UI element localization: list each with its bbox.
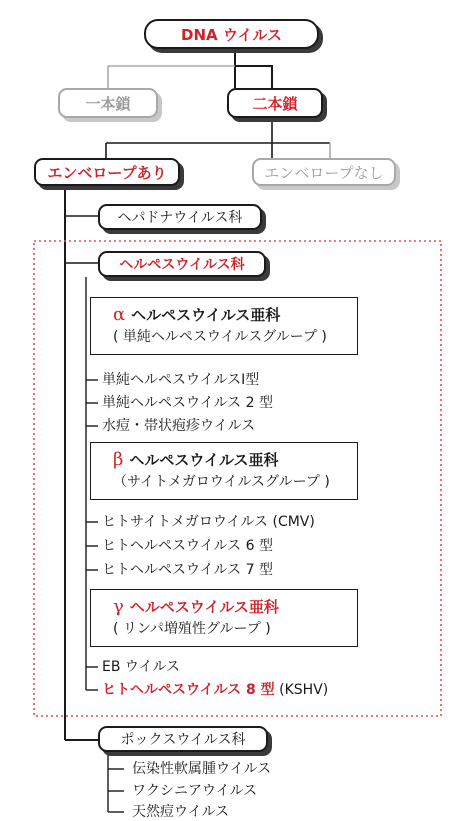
gamma-virus-item: EB ウイルス (102, 659, 181, 675)
pox-virus-item: ワクシニアウイルス (132, 783, 258, 799)
non-enveloped-node (252, 158, 396, 186)
beta-virus-item: ヒトサイトメガロウイルス (CMV) (102, 514, 315, 530)
hepadna-family-label: ヘパドナウイルス科 (117, 210, 243, 226)
pox-virus-item: 伝染性軟属腫ウイルス (132, 761, 272, 777)
gamma-virus-item-hhv8 (102, 681, 328, 699)
gamma-subfamily-box (90, 589, 358, 647)
gamma-subfamily-name: ヘルペスウイルス亜科 (129, 598, 279, 616)
single-strand-node (58, 88, 158, 118)
alpha-subfamily-name: ヘルペスウイルス亜科 (131, 306, 281, 324)
beta-virus-item: ヒトヘルペスウイルス 6 型 (102, 538, 273, 554)
hhv8-name: ヒトヘルペスウイルス 8 型 (102, 682, 275, 698)
double-strand-node (227, 88, 323, 118)
hhv8-abbr: (KSHV) (279, 682, 329, 698)
enveloped-label: エンベロープあり (47, 163, 167, 182)
pox-virus-item: 天然痘ウイルス (132, 804, 230, 820)
pox-family-node (98, 726, 268, 752)
alpha-virus-item: 単純ヘルペスウイルスⅠ型 (102, 372, 260, 388)
herpes-family-node (98, 251, 266, 277)
herpes-family-label: ヘルペスウイルス科 (119, 257, 245, 273)
double-strand-label: 二本鎖 (252, 94, 298, 113)
single-strand-label: 一本鎖 (85, 94, 131, 113)
beta-symbol: β (113, 449, 124, 470)
gamma-symbol: γ (113, 596, 124, 617)
alpha-subfamily-box (90, 297, 358, 355)
alpha-virus-item: 水痘・帯状疱疹ウイルス (102, 418, 256, 434)
beta-virus-item: ヒトヘルペスウイルス 7 型 (102, 562, 273, 578)
enveloped-node (34, 158, 180, 186)
hepadna-family-node (98, 204, 262, 230)
gamma-group-label: ( リンパ増殖性グループ ) (113, 621, 271, 637)
non-enveloped-label: エンベロープなし (264, 163, 384, 182)
alpha-group-label: ( 単純ヘルペスウイルスグループ ) (113, 329, 327, 345)
alpha-virus-item: 単純ヘルペスウイルス 2 型 (102, 395, 273, 411)
beta-group-label: （サイトメガロウイルスグループ ) (113, 474, 330, 490)
alpha-symbol: α (113, 304, 126, 325)
beta-subfamily-name: ヘルペスウイルス亜科 (129, 451, 279, 469)
dna-virus-label: DNA ウイルス (181, 25, 282, 44)
beta-subfamily-box (90, 442, 358, 500)
pox-family-label: ポックスウイルス科 (120, 732, 246, 748)
dna-virus-node (144, 19, 319, 49)
